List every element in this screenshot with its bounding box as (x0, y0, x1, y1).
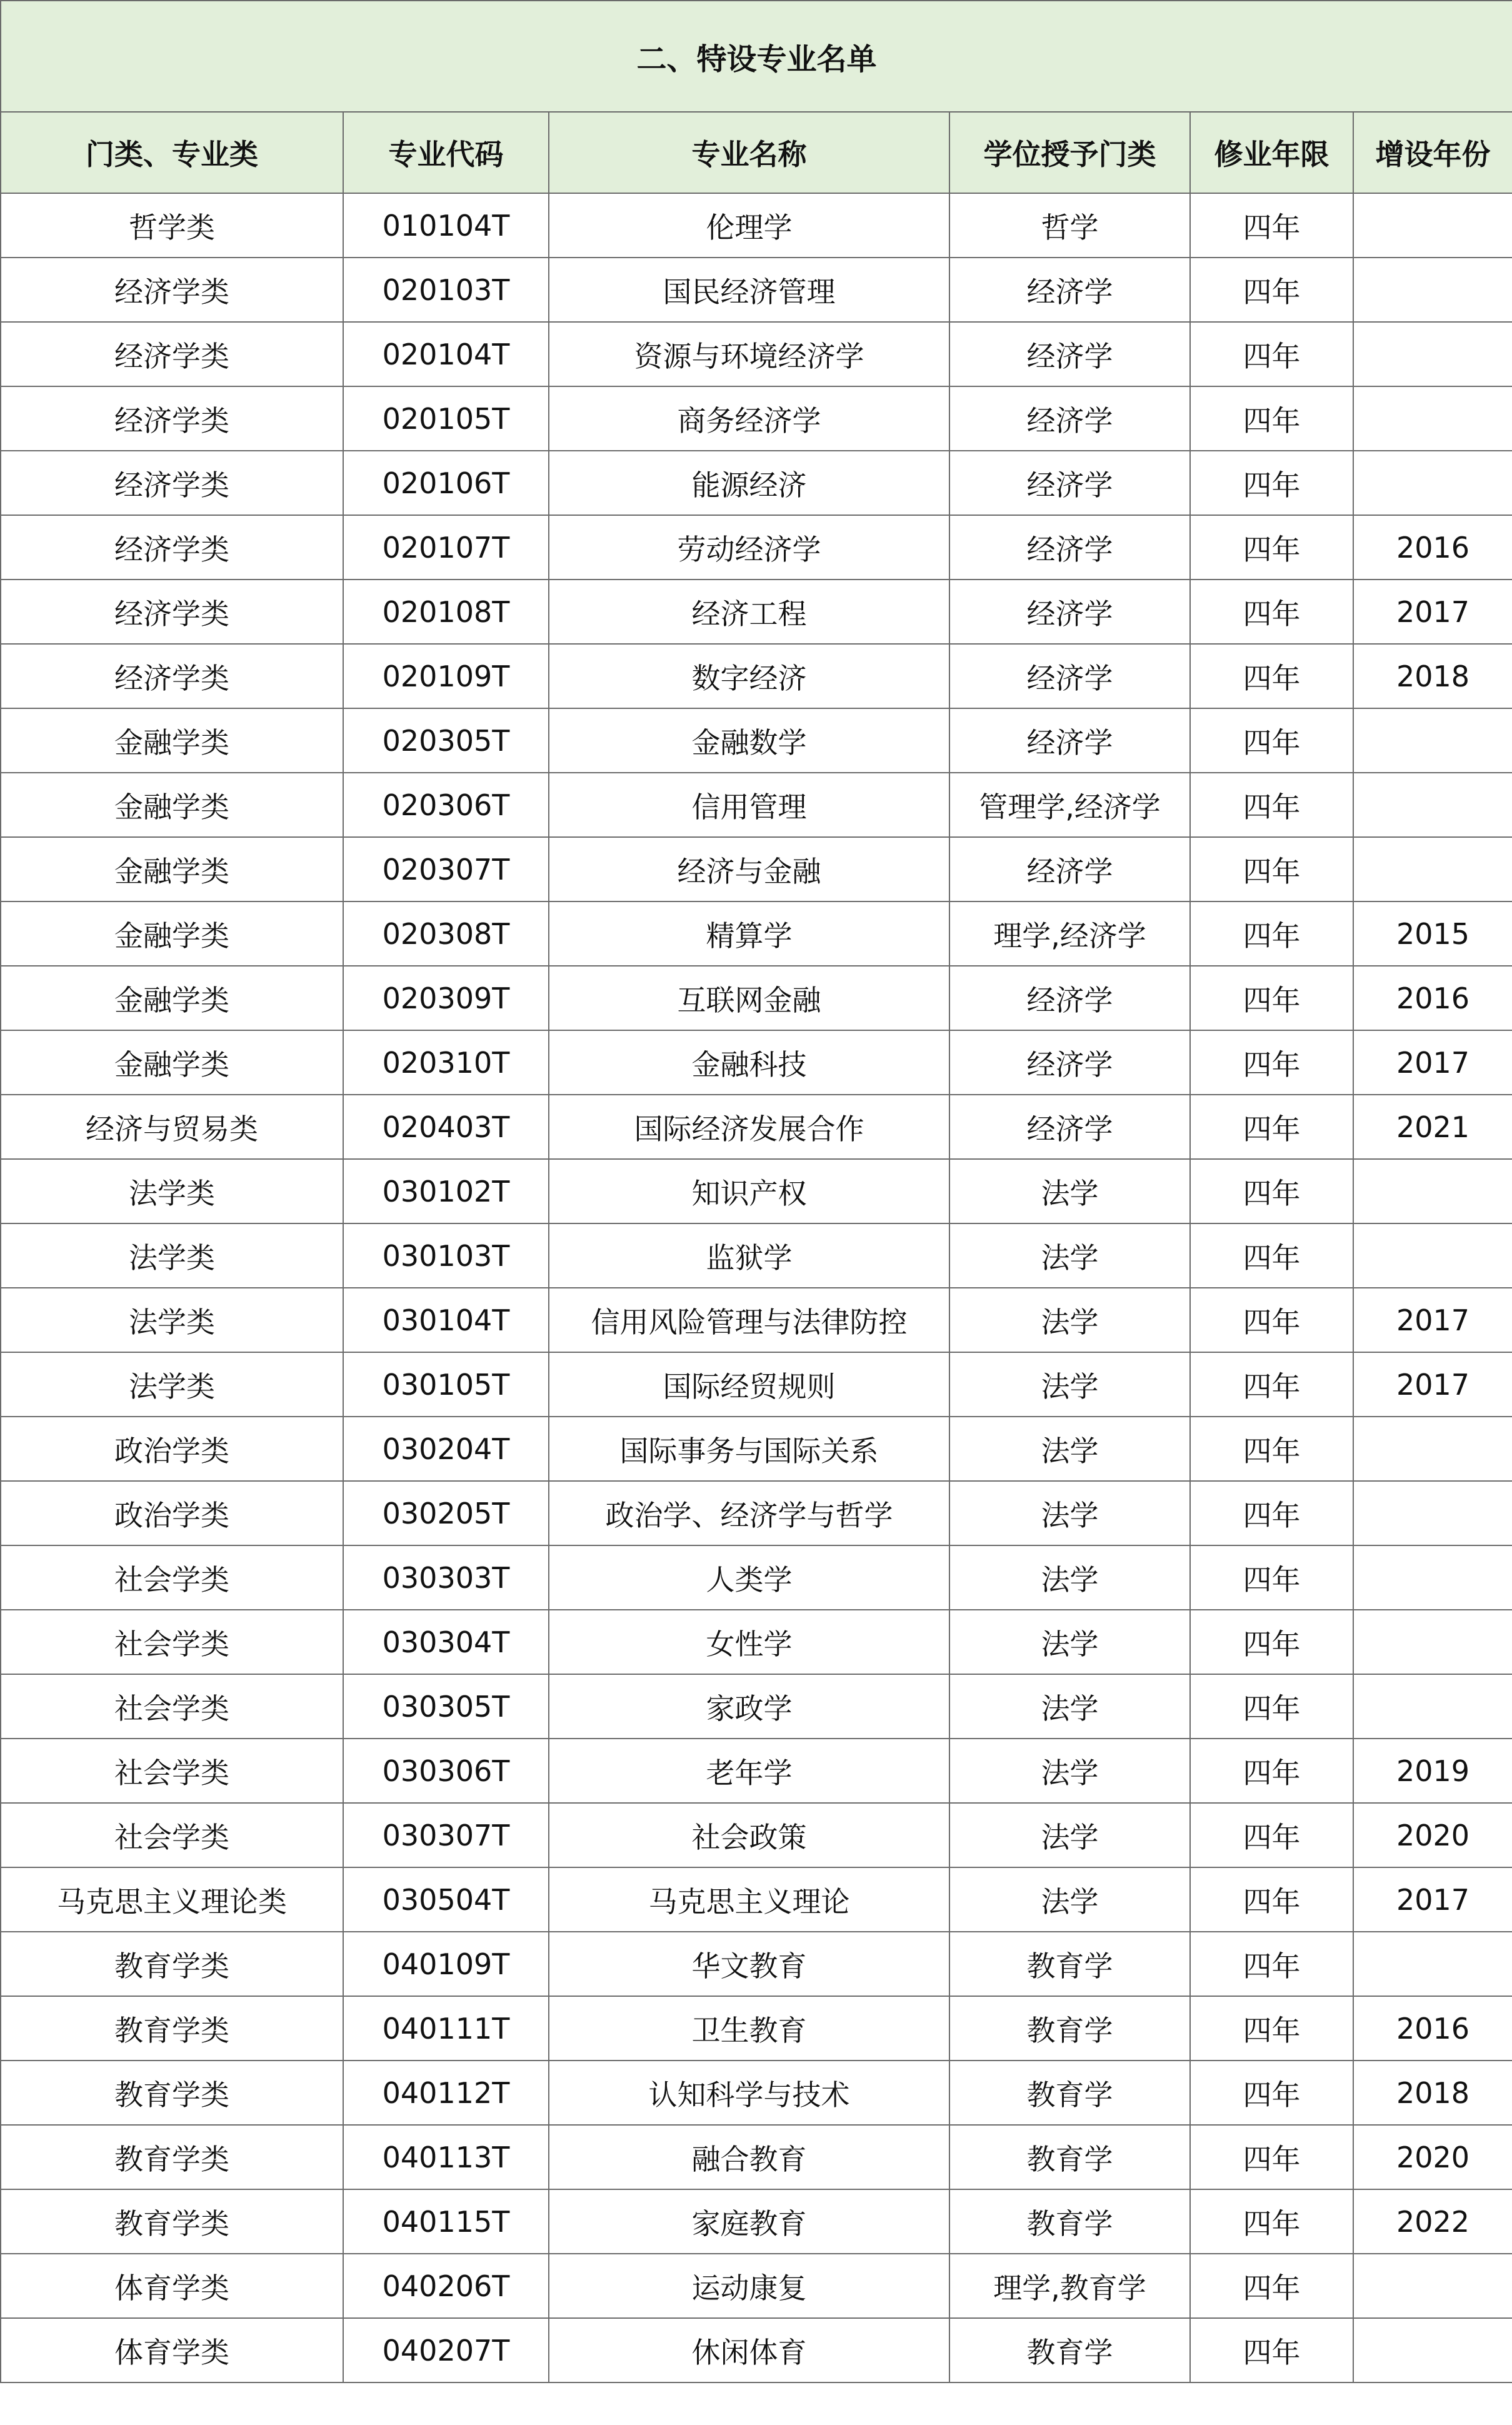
code-cell: 040207T (343, 2318, 549, 2382)
degree-cell: 理学,教育学 (949, 2254, 1190, 2318)
table-row (1, 1545, 1512, 1610)
category-cell: 经济学类 (1, 580, 343, 644)
duration-cell: 四年 (1190, 386, 1353, 451)
category-cell: 经济学类 (1, 515, 343, 580)
category-cell: 金融学类 (1, 901, 343, 966)
degree-cell: 法学 (949, 1739, 1190, 1803)
header-row (1, 112, 1512, 193)
category-cell: 社会学类 (1, 1610, 343, 1674)
year-added-cell: 2017 (1353, 1288, 1512, 1352)
code-cell: 030205T (343, 1481, 549, 1545)
major-name-cell: 家政学 (549, 1674, 949, 1739)
code-cell: 030303T (343, 1545, 549, 1610)
major-name-cell: 马克思主义理论 (549, 1867, 949, 1932)
duration-cell: 四年 (1190, 1030, 1353, 1095)
degree-cell: 经济学 (949, 644, 1190, 708)
category-cell: 教育学类 (1, 2061, 343, 2125)
table-row (1, 451, 1512, 515)
major-name-cell: 融合教育 (549, 2125, 949, 2189)
major-name-cell: 华文教育 (549, 1932, 949, 1996)
code-cell: 020309T (343, 966, 549, 1030)
degree-cell: 教育学 (949, 2061, 1190, 2125)
table-body (1, 193, 1512, 2382)
major-name-cell: 认知科学与技术 (549, 2061, 949, 2125)
major-name-cell: 国际经贸规则 (549, 1352, 949, 1417)
major-name-cell: 信用风险管理与法律防控 (549, 1288, 949, 1352)
code-cell: 040113T (343, 2125, 549, 2189)
degree-cell: 法学 (949, 1545, 1190, 1610)
duration-cell: 四年 (1190, 1223, 1353, 1288)
major-name-cell: 数字经济 (549, 644, 949, 708)
duration-cell: 四年 (1190, 1352, 1353, 1417)
duration-cell: 四年 (1190, 966, 1353, 1030)
year-added-cell (1353, 2318, 1512, 2382)
table-row (1, 2318, 1512, 2382)
category-cell: 马克思主义理论类 (1, 1867, 343, 1932)
table-row (1, 644, 1512, 708)
major-name-cell: 知识产权 (549, 1159, 949, 1223)
category-cell: 社会学类 (1, 1803, 343, 1867)
code-cell: 020306T (343, 773, 549, 837)
code-cell: 030103T (343, 1223, 549, 1288)
degree-cell: 经济学 (949, 708, 1190, 773)
degree-cell: 教育学 (949, 1932, 1190, 1996)
header-degree: 学位授予门类 (949, 112, 1190, 193)
table-row (1, 1996, 1512, 2061)
header-code: 专业代码 (343, 112, 549, 193)
table-row (1, 1159, 1512, 1223)
code-cell: 020310T (343, 1030, 549, 1095)
degree-cell: 经济学 (949, 451, 1190, 515)
major-name-cell: 监狱学 (549, 1223, 949, 1288)
code-cell: 020308T (343, 901, 549, 966)
major-name-cell: 经济与金融 (549, 837, 949, 901)
table-row (1, 1481, 1512, 1545)
code-cell: 030304T (343, 1610, 549, 1674)
degree-cell: 经济学 (949, 837, 1190, 901)
category-cell: 金融学类 (1, 837, 343, 901)
duration-cell: 四年 (1190, 644, 1353, 708)
table-row (1, 1867, 1512, 1932)
category-cell: 经济与贸易类 (1, 1095, 343, 1159)
major-name-cell: 国际事务与国际关系 (549, 1417, 949, 1481)
duration-cell: 四年 (1190, 2318, 1353, 2382)
major-name-cell: 伦理学 (549, 193, 949, 258)
year-added-cell (1353, 1545, 1512, 1610)
category-cell: 金融学类 (1, 966, 343, 1030)
major-name-cell: 信用管理 (549, 773, 949, 837)
code-cell: 030504T (343, 1867, 549, 1932)
degree-cell: 经济学 (949, 515, 1190, 580)
degree-cell: 教育学 (949, 2318, 1190, 2382)
degree-cell: 教育学 (949, 2189, 1190, 2254)
duration-cell: 四年 (1190, 1095, 1353, 1159)
code-cell: 020105T (343, 386, 549, 451)
year-added-cell: 2018 (1353, 2061, 1512, 2125)
major-name-cell: 国际经济发展合作 (549, 1095, 949, 1159)
degree-cell: 理学,经济学 (949, 901, 1190, 966)
year-added-cell: 2022 (1353, 2189, 1512, 2254)
category-cell: 体育学类 (1, 2318, 343, 2382)
year-added-cell (1353, 451, 1512, 515)
category-cell: 政治学类 (1, 1417, 343, 1481)
code-cell: 010104T (343, 193, 549, 258)
duration-cell: 四年 (1190, 580, 1353, 644)
duration-cell: 四年 (1190, 1481, 1353, 1545)
year-added-cell (1353, 193, 1512, 258)
category-cell: 法学类 (1, 1352, 343, 1417)
table-row (1, 2254, 1512, 2318)
major-name-cell: 休闲体育 (549, 2318, 949, 2382)
category-cell: 哲学类 (1, 193, 343, 258)
duration-cell: 四年 (1190, 1739, 1353, 1803)
category-cell: 教育学类 (1, 2189, 343, 2254)
code-cell: 030306T (343, 1739, 549, 1803)
degree-cell: 管理学,经济学 (949, 773, 1190, 837)
duration-cell: 四年 (1190, 258, 1353, 322)
code-cell: 040115T (343, 2189, 549, 2254)
table-row (1, 258, 1512, 322)
major-name-cell: 金融数学 (549, 708, 949, 773)
year-added-cell: 2015 (1353, 901, 1512, 966)
category-cell: 教育学类 (1, 1932, 343, 1996)
year-added-cell (1353, 2254, 1512, 2318)
degree-cell: 法学 (949, 1674, 1190, 1739)
header-duration: 修业年限 (1190, 112, 1353, 193)
code-cell: 030105T (343, 1352, 549, 1417)
table-row (1, 322, 1512, 386)
major-name-cell: 互联网金融 (549, 966, 949, 1030)
year-added-cell: 2020 (1353, 2125, 1512, 2189)
degree-cell: 法学 (949, 1159, 1190, 1223)
year-added-cell (1353, 258, 1512, 322)
table-row (1, 515, 1512, 580)
year-added-cell (1353, 322, 1512, 386)
year-added-cell: 2017 (1353, 1867, 1512, 1932)
degree-cell: 教育学 (949, 1996, 1190, 2061)
major-name-cell: 精算学 (549, 901, 949, 966)
degree-cell: 经济学 (949, 386, 1190, 451)
category-cell: 金融学类 (1, 708, 343, 773)
year-added-cell: 2017 (1353, 580, 1512, 644)
table-row (1, 1610, 1512, 1674)
table-row (1, 1803, 1512, 1867)
degree-cell: 法学 (949, 1417, 1190, 1481)
table-row (1, 708, 1512, 773)
table-row (1, 193, 1512, 258)
degree-cell: 法学 (949, 1867, 1190, 1932)
year-added-cell: 2017 (1353, 1352, 1512, 1417)
duration-cell: 四年 (1190, 708, 1353, 773)
year-added-cell (1353, 1481, 1512, 1545)
major-name-cell: 家庭教育 (549, 2189, 949, 2254)
duration-cell: 四年 (1190, 322, 1353, 386)
table-title: 二、特设专业名单 (1, 1, 1512, 112)
category-cell: 金融学类 (1, 773, 343, 837)
duration-cell: 四年 (1190, 451, 1353, 515)
table-row (1, 2125, 1512, 2189)
table-row (1, 901, 1512, 966)
category-cell: 社会学类 (1, 1739, 343, 1803)
major-name-cell: 女性学 (549, 1610, 949, 1674)
duration-cell: 四年 (1190, 1867, 1353, 1932)
duration-cell: 四年 (1190, 2254, 1353, 2318)
table-row (1, 1417, 1512, 1481)
code-cell: 030305T (343, 1674, 549, 1739)
duration-cell: 四年 (1190, 2125, 1353, 2189)
code-cell: 030104T (343, 1288, 549, 1352)
table-row (1, 1288, 1512, 1352)
table-row (1, 1352, 1512, 1417)
year-added-cell (1353, 708, 1512, 773)
category-cell: 金融学类 (1, 1030, 343, 1095)
category-cell: 政治学类 (1, 1481, 343, 1545)
year-added-cell (1353, 386, 1512, 451)
duration-cell: 四年 (1190, 773, 1353, 837)
code-cell: 030102T (343, 1159, 549, 1223)
degree-cell: 法学 (949, 1803, 1190, 1867)
code-cell: 020104T (343, 322, 549, 386)
table-row (1, 386, 1512, 451)
duration-cell: 四年 (1190, 1932, 1353, 1996)
year-added-cell (1353, 1674, 1512, 1739)
category-cell: 法学类 (1, 1288, 343, 1352)
major-name-cell: 金融科技 (549, 1030, 949, 1095)
duration-cell: 四年 (1190, 2189, 1353, 2254)
code-cell: 030204T (343, 1417, 549, 1481)
code-cell: 030307T (343, 1803, 549, 1867)
year-added-cell: 2020 (1353, 1803, 1512, 1867)
duration-cell: 四年 (1190, 1159, 1353, 1223)
category-cell: 经济学类 (1, 258, 343, 322)
table-row (1, 837, 1512, 901)
major-name-cell: 商务经济学 (549, 386, 949, 451)
year-added-cell (1353, 1223, 1512, 1288)
code-cell: 020106T (343, 451, 549, 515)
header-year-added: 增设年份 (1353, 112, 1512, 193)
major-name-cell: 经济工程 (549, 580, 949, 644)
table-row (1, 1739, 1512, 1803)
category-cell: 经济学类 (1, 451, 343, 515)
header-category: 门类、专业类 (1, 112, 343, 193)
category-cell: 教育学类 (1, 2125, 343, 2189)
year-added-cell (1353, 1417, 1512, 1481)
code-cell: 020108T (343, 580, 549, 644)
year-added-cell (1353, 1932, 1512, 1996)
category-cell: 社会学类 (1, 1674, 343, 1739)
year-added-cell: 2021 (1353, 1095, 1512, 1159)
degree-cell: 经济学 (949, 966, 1190, 1030)
year-added-cell (1353, 1159, 1512, 1223)
duration-cell: 四年 (1190, 1996, 1353, 2061)
year-added-cell: 2016 (1353, 1996, 1512, 2061)
table-row (1, 2189, 1512, 2254)
year-added-cell: 2017 (1353, 1030, 1512, 1095)
code-cell: 020307T (343, 837, 549, 901)
table-row (1, 1095, 1512, 1159)
year-added-cell: 2019 (1353, 1739, 1512, 1803)
code-cell: 020305T (343, 708, 549, 773)
duration-cell: 四年 (1190, 837, 1353, 901)
duration-cell: 四年 (1190, 1417, 1353, 1481)
degree-cell: 经济学 (949, 1030, 1190, 1095)
major-name-cell: 社会政策 (549, 1803, 949, 1867)
degree-cell: 哲学 (949, 193, 1190, 258)
degree-cell: 法学 (949, 1610, 1190, 1674)
duration-cell: 四年 (1190, 1288, 1353, 1352)
category-cell: 经济学类 (1, 386, 343, 451)
major-name-cell: 政治学、经济学与哲学 (549, 1481, 949, 1545)
duration-cell: 四年 (1190, 2061, 1353, 2125)
category-cell: 法学类 (1, 1159, 343, 1223)
major-name-cell: 资源与环境经济学 (549, 322, 949, 386)
year-added-cell: 2018 (1353, 644, 1512, 708)
code-cell: 040111T (343, 1996, 549, 2061)
duration-cell: 四年 (1190, 1545, 1353, 1610)
year-added-cell (1353, 1610, 1512, 1674)
degree-cell: 经济学 (949, 322, 1190, 386)
major-name-cell: 人类学 (549, 1545, 949, 1610)
year-added-cell (1353, 837, 1512, 901)
category-cell: 法学类 (1, 1223, 343, 1288)
degree-cell: 经济学 (949, 258, 1190, 322)
table-row (1, 1674, 1512, 1739)
degree-cell: 经济学 (949, 580, 1190, 644)
degree-cell: 法学 (949, 1223, 1190, 1288)
code-cell: 020107T (343, 515, 549, 580)
table-row (1, 966, 1512, 1030)
title-row (1, 1, 1512, 112)
major-name-cell: 老年学 (549, 1739, 949, 1803)
duration-cell: 四年 (1190, 901, 1353, 966)
duration-cell: 四年 (1190, 1610, 1353, 1674)
degree-cell: 经济学 (949, 1095, 1190, 1159)
year-added-cell (1353, 773, 1512, 837)
code-cell: 040109T (343, 1932, 549, 1996)
major-name-cell: 劳动经济学 (549, 515, 949, 580)
table-row (1, 2061, 1512, 2125)
major-name-cell: 国民经济管理 (549, 258, 949, 322)
code-cell: 020103T (343, 258, 549, 322)
duration-cell: 四年 (1190, 515, 1353, 580)
category-cell: 体育学类 (1, 2254, 343, 2318)
table-row (1, 1223, 1512, 1288)
code-cell: 040206T (343, 2254, 549, 2318)
table-row (1, 1030, 1512, 1095)
category-cell: 教育学类 (1, 1996, 343, 2061)
year-added-cell: 2016 (1353, 515, 1512, 580)
duration-cell: 四年 (1190, 1674, 1353, 1739)
category-cell: 社会学类 (1, 1545, 343, 1610)
year-added-cell: 2016 (1353, 966, 1512, 1030)
table-row (1, 580, 1512, 644)
major-name-cell: 卫生教育 (549, 1996, 949, 2061)
header-major-name: 专业名称 (549, 112, 949, 193)
duration-cell: 四年 (1190, 193, 1353, 258)
duration-cell: 四年 (1190, 1803, 1353, 1867)
code-cell: 020109T (343, 644, 549, 708)
category-cell: 经济学类 (1, 644, 343, 708)
code-cell: 020403T (343, 1095, 549, 1159)
degree-cell: 法学 (949, 1288, 1190, 1352)
degree-cell: 法学 (949, 1352, 1190, 1417)
category-cell: 经济学类 (1, 322, 343, 386)
major-name-cell: 运动康复 (549, 2254, 949, 2318)
table-row (1, 1932, 1512, 1996)
table-row (1, 773, 1512, 837)
major-name-cell: 能源经济 (549, 451, 949, 515)
degree-cell: 教育学 (949, 2125, 1190, 2189)
code-cell: 040112T (343, 2061, 549, 2125)
degree-cell: 法学 (949, 1481, 1190, 1545)
